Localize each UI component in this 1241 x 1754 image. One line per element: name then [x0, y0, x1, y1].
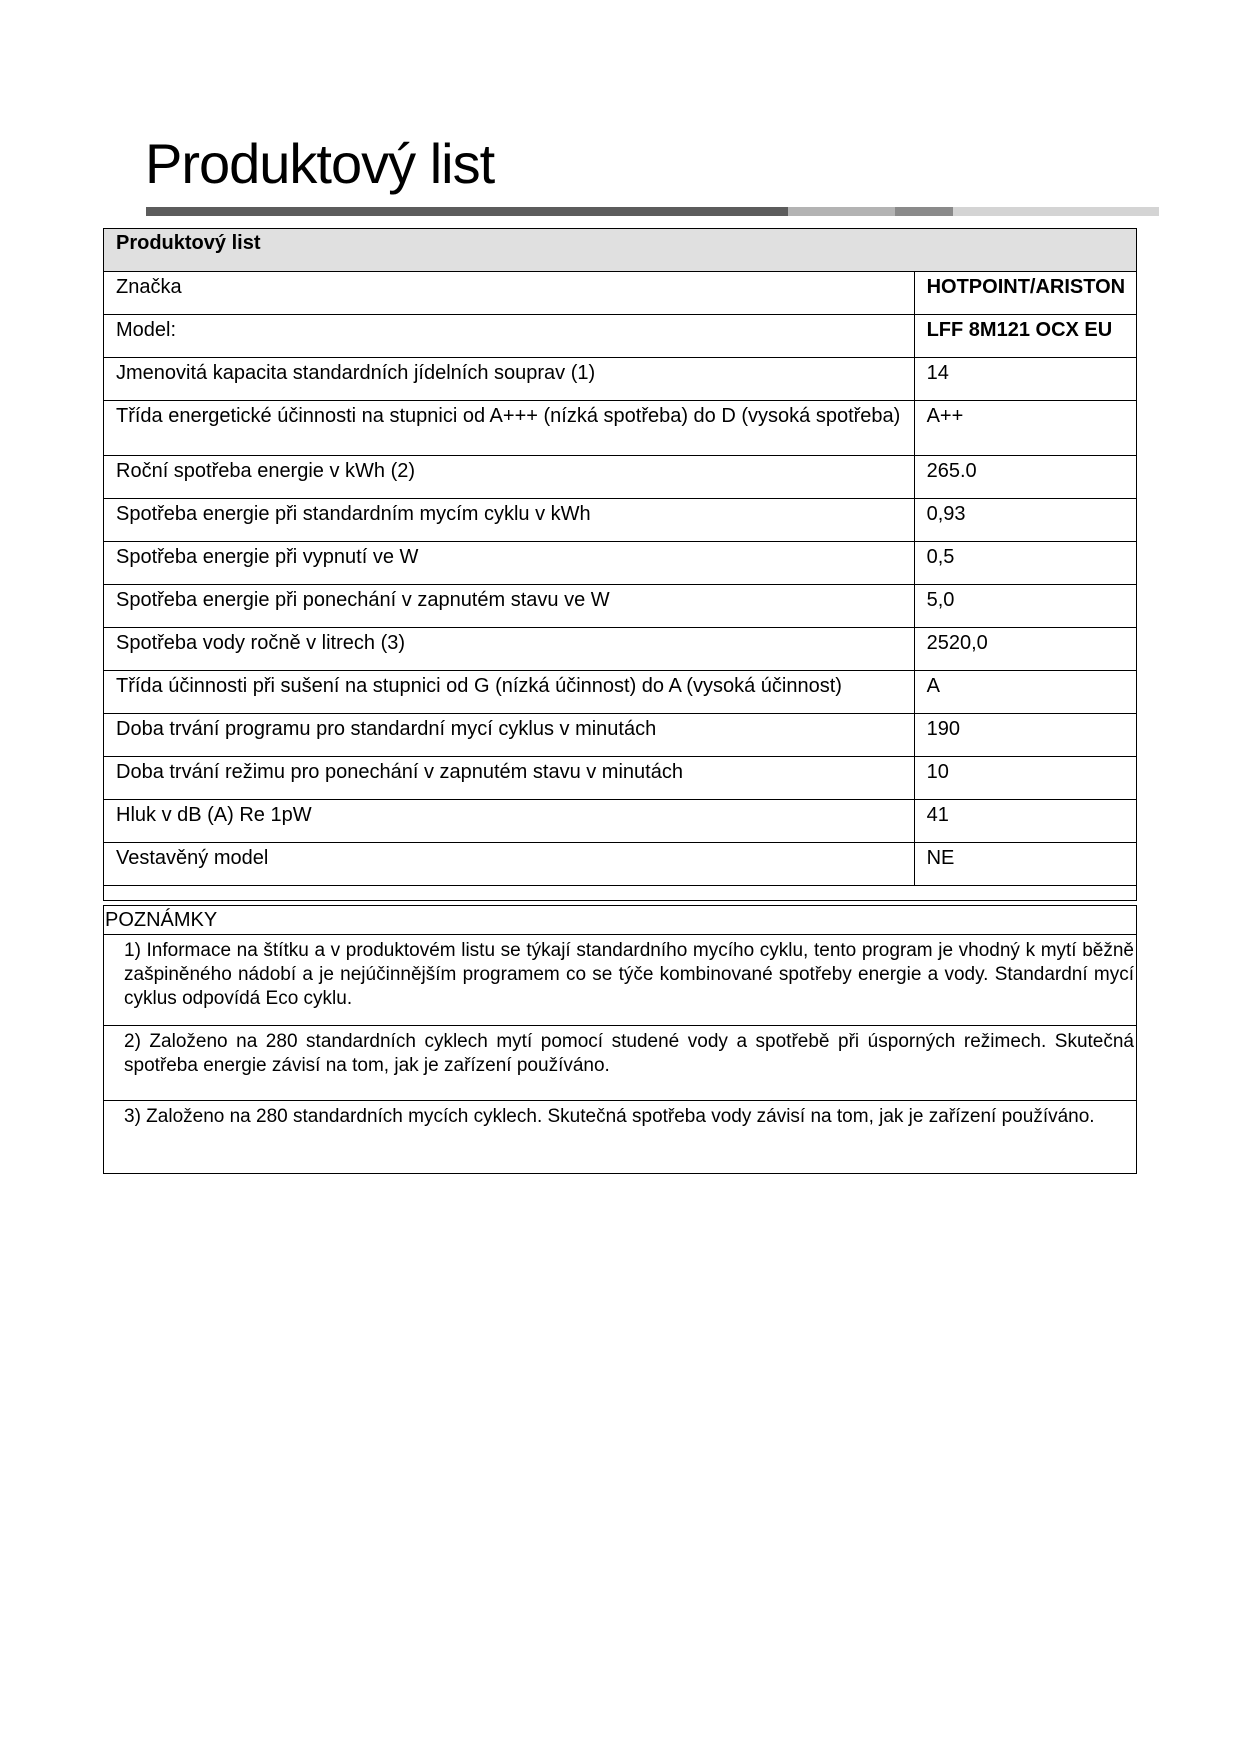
note-text: 3) Založeno na 280 standardních mycích cyklech. Skutečná spotřeba vody závisí na tom, jak je zařízení používáno. [104, 1101, 1137, 1174]
table-row-left-on-power [104, 585, 1137, 628]
row-label: Hluk v dB (A) Re 1pW [104, 800, 915, 843]
notes-heading-row [104, 906, 1137, 935]
row-label: Roční spotřeba energie v kWh (2) [104, 456, 915, 499]
row-value: NE [914, 843, 1136, 886]
row-label: Model: [104, 315, 915, 358]
table-row-capacity [104, 358, 1137, 401]
note-text: 1) Informace na štítku a v produktovém listu se týkají standardního mycího cyklu, tento program je vhodný k mytí běžně zašpiněného nádobí a je nejúčinnějším programem co se týče kombinované spotřeby energie a vody. Standardní mycí cyklus odpovídá Eco cyklu. [104, 935, 1137, 1026]
row-label: Spotřeba energie při vypnutí ve W [104, 542, 915, 585]
note-row [104, 1101, 1137, 1174]
title-rule-segment-dark [146, 207, 788, 216]
notes-table [103, 905, 1137, 1174]
table-spacer-cell [104, 886, 1137, 901]
note-text: 2) Založeno na 280 standardních cyklech mytí pomocí studené vody a spotřebě při úsporných režimech. Skutečná spotřeba energie závisí na tom, jak je zařízení používáno. [104, 1026, 1137, 1101]
row-value: A [914, 671, 1136, 714]
row-label: Spotřeba energie při standardním mycím cyklu v kWh [104, 499, 915, 542]
notes-heading: POZNÁMKY [104, 906, 1137, 935]
row-value: 0,5 [914, 542, 1136, 585]
note-row [104, 1026, 1137, 1101]
page-title: Produktový list [145, 132, 495, 195]
table-spacer-row [104, 886, 1137, 901]
row-label: Spotřeba energie při ponechání v zapnutém stavu ve W [104, 585, 915, 628]
table-row-annual-energy [104, 456, 1137, 499]
row-label: Třída energetické účinnosti na stupnici od A+++ (nízká spotřeba) do D (vysoká spotřeba) [104, 401, 915, 456]
row-value: 0,93 [914, 499, 1136, 542]
row-value: 41 [914, 800, 1136, 843]
title-rule [146, 207, 1159, 216]
title-rule-segment-pale [953, 207, 1159, 216]
table-row-built-in [104, 843, 1137, 886]
row-label: Doba trvání režimu pro ponechání v zapnutém stavu v minutách [104, 757, 915, 800]
row-value: 2520,0 [914, 628, 1136, 671]
table-header: Produktový list [104, 229, 1137, 272]
row-label: Spotřeba vody ročně v litrech (3) [104, 628, 915, 671]
row-label: Vestavěný model [104, 843, 915, 886]
table-row-brand [104, 272, 1137, 315]
row-value: 190 [914, 714, 1136, 757]
row-value: 10 [914, 757, 1136, 800]
product-sheet-table [103, 228, 1137, 901]
table-row-off-power [104, 542, 1137, 585]
table-row-program-duration [104, 714, 1137, 757]
table-row-energy-class [104, 401, 1137, 456]
row-value: 5,0 [914, 585, 1136, 628]
row-label: Třída účinnosti při sušení na stupnici od G (nízká účinnost) do A (vysoká účinnost) [104, 671, 915, 714]
row-value: A++ [914, 401, 1136, 456]
note-row [104, 935, 1137, 1026]
row-label: Jmenovitá kapacita standardních jídelních souprav (1) [104, 358, 915, 401]
table-row-noise [104, 800, 1137, 843]
title-rule-segment-mid [895, 207, 953, 216]
row-value: 265.0 [914, 456, 1136, 499]
table-header-row [104, 229, 1137, 272]
table-row-model [104, 315, 1137, 358]
table-row-left-on-duration [104, 757, 1137, 800]
row-value: 14 [914, 358, 1136, 401]
table-row-drying-class [104, 671, 1137, 714]
row-label: Doba trvání programu pro standardní mycí cyklus v minutách [104, 714, 915, 757]
row-value: HOTPOINT/ARISTON [914, 272, 1136, 315]
table-row-cycle-energy [104, 499, 1137, 542]
row-value: LFF 8M121 OCX EU [914, 315, 1136, 358]
row-label: Značka [104, 272, 915, 315]
title-rule-segment-light [788, 207, 895, 216]
table-row-annual-water [104, 628, 1137, 671]
